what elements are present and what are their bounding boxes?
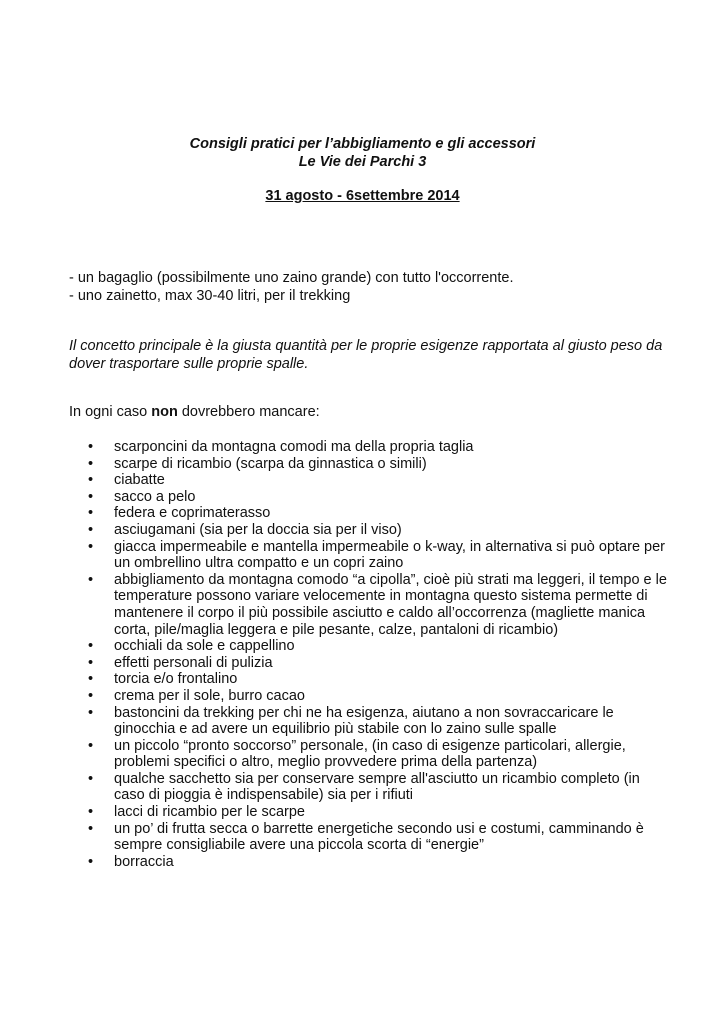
list-item-text: asciugamani (sia per la doccia sia per il viso) bbox=[114, 521, 402, 538]
bullet-icon: • bbox=[88, 472, 94, 489]
list-item bbox=[69, 638, 669, 655]
event-dates: 31 agosto - 6settembre 2014 bbox=[265, 188, 460, 204]
bullet-icon: • bbox=[88, 804, 94, 821]
list-item-text: un po’ di frutta secca o barrette energetiche secondo usi e costumi, camminando è sempre consigliabile avere una piccola scorta di “energie” bbox=[114, 820, 644, 854]
list-item bbox=[69, 539, 669, 572]
intro-line-bag: - un bagaglio (possibilmente uno zaino grande) con tutto l'occorrente. bbox=[69, 270, 514, 286]
list-item-text: torcia e/o frontalino bbox=[114, 671, 238, 688]
list-item-text: scarponcini da montagna comodi ma della propria taglia bbox=[114, 439, 474, 455]
list-item bbox=[69, 854, 669, 871]
bullet-icon: • bbox=[88, 770, 94, 787]
equipment-list bbox=[69, 439, 669, 870]
list-lead bbox=[69, 403, 669, 421]
list-item-text: crema per il sole, burro cacao bbox=[114, 687, 305, 704]
list-item bbox=[69, 505, 669, 522]
list-item bbox=[69, 738, 669, 771]
bullet-icon: • bbox=[88, 571, 94, 588]
list-item bbox=[69, 489, 669, 506]
bullet-icon: • bbox=[88, 704, 94, 721]
bullet-icon: • bbox=[88, 439, 94, 455]
list-item bbox=[69, 439, 669, 456]
list-item-text: un piccolo “pronto soccorso” personale, (in caso di esigenze particolari, allergie, problemi specifici o altro, meglio provvedere prima della partenza) bbox=[114, 737, 626, 771]
list-item-text: scarpe di ricambio (scarpa da ginnastica o simili) bbox=[114, 455, 427, 472]
list-lead-before: In ogni caso bbox=[69, 404, 152, 420]
list-item-text: occhiali da sole e cappellino bbox=[114, 638, 295, 655]
bullet-icon: • bbox=[88, 521, 94, 538]
list-item-text: effetti personali di pulizia bbox=[114, 654, 273, 671]
bullet-icon: • bbox=[88, 538, 94, 555]
list-lead-bold: non bbox=[151, 404, 178, 420]
intro-section bbox=[69, 270, 669, 305]
list-item bbox=[69, 671, 669, 688]
list-lead-after: dovrebbero mancare: bbox=[177, 404, 320, 420]
list-item bbox=[69, 771, 669, 804]
list-item-text: sacco a pelo bbox=[114, 488, 196, 505]
list-item-text: giacca impermeabile e mantella impermeabile o k-way, in alternativa si può optare per un ombrellino ultra compatto e un copri zaino bbox=[114, 538, 665, 572]
document-header bbox=[0, 135, 725, 205]
list-item-text: lacci di ricambio per le scarpe bbox=[114, 804, 305, 821]
list-item-text: borraccia bbox=[114, 853, 174, 870]
list-item-text: ciabatte bbox=[114, 472, 165, 489]
list-item bbox=[69, 804, 669, 821]
list-item bbox=[69, 688, 669, 705]
bullet-icon: • bbox=[88, 687, 94, 704]
list-item bbox=[69, 705, 669, 738]
list-item bbox=[69, 572, 669, 638]
bullet-icon: • bbox=[88, 671, 94, 688]
bullet-icon: • bbox=[88, 654, 94, 671]
document-subtitle: Le Vie dei Parchi 3 bbox=[298, 154, 427, 170]
list-item bbox=[69, 456, 669, 473]
list-item-text: abbigliamento da montagna comodo “a cipolla”, cioè più strati ma leggeri, il tempo e le temperature possono variare velocemente in montagna questo sistema permette di mantenere il corpo il più possibile asciutto e caldo all’occorrenza (magliette manica corta, pile/maglia leggera e pile pesante, calze, pantaloni di ricambio) bbox=[114, 571, 667, 638]
list-item bbox=[69, 472, 669, 489]
bullet-icon: • bbox=[88, 488, 94, 505]
list-item-text: federa e coprimaterasso bbox=[114, 505, 271, 522]
list-item bbox=[69, 821, 669, 854]
concept-paragraph: Il concetto principale è la giusta quantità per le proprie esigenze rapportata al giusto peso da dover trasportare sulle proprie spalle. bbox=[69, 338, 663, 372]
list-item bbox=[69, 655, 669, 672]
list-item bbox=[69, 522, 669, 539]
bullet-icon: • bbox=[88, 820, 94, 837]
list-item-text: qualche sacchetto sia per conservare sempre all'asciutto un ricambio completo (in caso di pioggia è indispensabile) sia per i rifiuti bbox=[114, 770, 640, 804]
list-item-text: bastoncini da trekking per chi ne ha esigenza, aiutano a non sovraccaricare le ginocchia e ad avere un equilibrio più stabile con lo zaino sulle spalle bbox=[114, 704, 614, 738]
bullet-icon: • bbox=[88, 638, 94, 655]
bullet-icon: • bbox=[88, 455, 94, 472]
document-title: Consigli pratici per l’abbigliamento e gli accessori bbox=[189, 136, 536, 152]
intro-line-backpack: - uno zainetto, max 30-40 litri, per il trekking bbox=[69, 287, 351, 304]
bullet-icon: • bbox=[88, 505, 94, 522]
bullet-icon: • bbox=[88, 737, 94, 754]
bullet-icon: • bbox=[88, 853, 94, 870]
